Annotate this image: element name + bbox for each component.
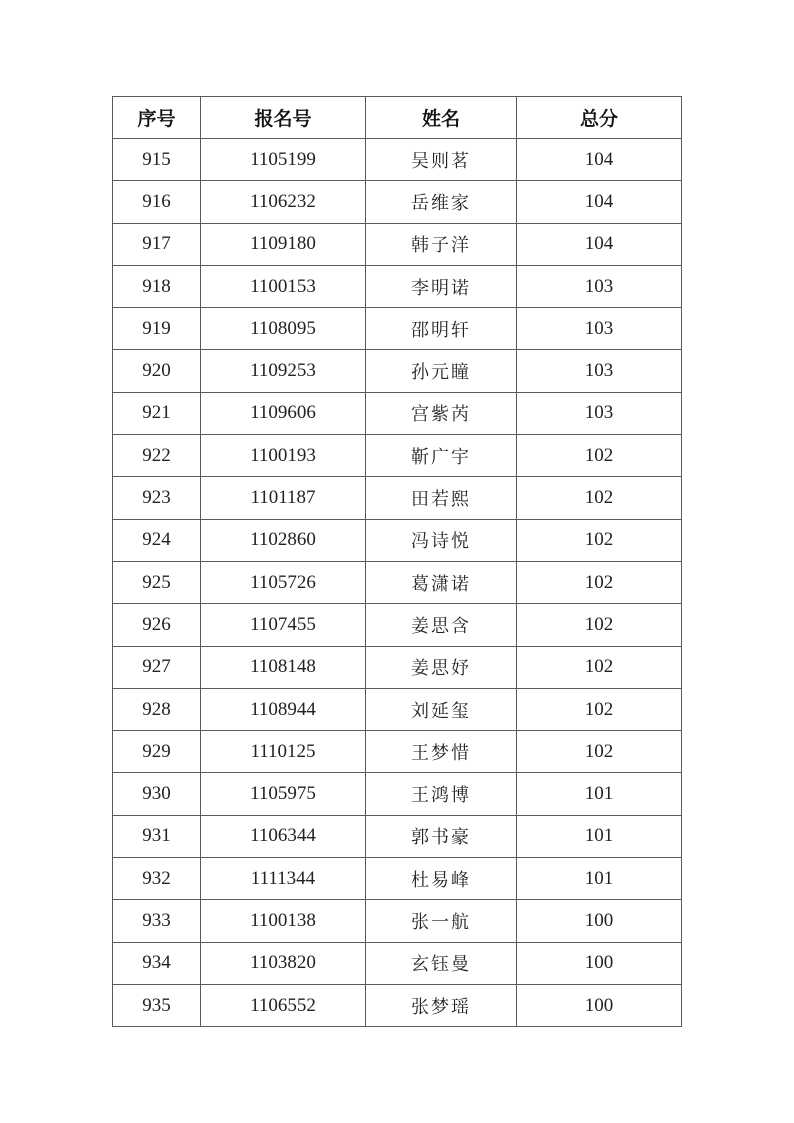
name-cell: 张一航	[366, 900, 517, 942]
name-cell: 玄钰曼	[366, 942, 517, 984]
seq-cell: 933	[113, 900, 201, 942]
score-cell: 103	[517, 308, 682, 350]
table-row	[113, 984, 682, 1026]
reg-no-cell: 1109253	[201, 350, 366, 392]
seq-cell: 930	[113, 773, 201, 815]
score-cell: 100	[517, 942, 682, 984]
name-cell: 王鸿博	[366, 773, 517, 815]
score-cell: 104	[517, 139, 682, 181]
table-row	[113, 688, 682, 730]
name-cell: 冯诗悦	[366, 519, 517, 561]
table-row	[113, 646, 682, 688]
reg-no-cell: 1106344	[201, 815, 366, 857]
reg-no-cell: 1111344	[201, 858, 366, 900]
score-cell: 103	[517, 265, 682, 307]
header-score: 总分	[517, 97, 682, 139]
seq-cell: 919	[113, 308, 201, 350]
score-cell: 103	[517, 350, 682, 392]
table-row	[113, 815, 682, 857]
name-cell: 孙元瞳	[366, 350, 517, 392]
score-cell: 102	[517, 688, 682, 730]
table-row	[113, 731, 682, 773]
score-cell: 102	[517, 731, 682, 773]
seq-cell: 922	[113, 435, 201, 477]
reg-no-cell: 1106552	[201, 984, 366, 1026]
score-cell: 102	[517, 435, 682, 477]
table-row	[113, 900, 682, 942]
table-row	[113, 181, 682, 223]
header-seq: 序号	[113, 97, 201, 139]
seq-cell: 924	[113, 519, 201, 561]
name-cell: 靳广宇	[366, 435, 517, 477]
reg-no-cell: 1105726	[201, 561, 366, 603]
reg-no-cell: 1108148	[201, 646, 366, 688]
name-cell: 姜思妤	[366, 646, 517, 688]
reg-no-cell: 1100153	[201, 265, 366, 307]
table-row	[113, 561, 682, 603]
reg-no-cell: 1103820	[201, 942, 366, 984]
seq-cell: 928	[113, 688, 201, 730]
table-header	[113, 97, 682, 139]
name-cell: 吴则茗	[366, 139, 517, 181]
name-cell: 岳维家	[366, 181, 517, 223]
table-row	[113, 308, 682, 350]
score-table	[112, 96, 682, 1027]
header-row	[113, 97, 682, 139]
reg-no-cell: 1105975	[201, 773, 366, 815]
seq-cell: 918	[113, 265, 201, 307]
table-row	[113, 392, 682, 434]
seq-cell: 917	[113, 223, 201, 265]
seq-cell: 927	[113, 646, 201, 688]
name-cell: 邵明轩	[366, 308, 517, 350]
table-row	[113, 223, 682, 265]
score-cell: 102	[517, 519, 682, 561]
reg-no-cell: 1105199	[201, 139, 366, 181]
seq-cell: 931	[113, 815, 201, 857]
name-cell: 田若熙	[366, 477, 517, 519]
score-cell: 102	[517, 604, 682, 646]
score-cell: 101	[517, 858, 682, 900]
seq-cell: 915	[113, 139, 201, 181]
name-cell: 王梦惜	[366, 731, 517, 773]
table-row	[113, 435, 682, 477]
score-cell: 102	[517, 477, 682, 519]
name-cell: 李明诺	[366, 265, 517, 307]
table-row	[113, 942, 682, 984]
table-row	[113, 477, 682, 519]
reg-no-cell: 1102860	[201, 519, 366, 561]
reg-no-cell: 1108944	[201, 688, 366, 730]
name-cell: 郭书豪	[366, 815, 517, 857]
name-cell: 杜易峰	[366, 858, 517, 900]
reg-no-cell: 1100138	[201, 900, 366, 942]
name-cell: 张梦瑶	[366, 984, 517, 1026]
header-name: 姓名	[366, 97, 517, 139]
table-row	[113, 139, 682, 181]
reg-no-cell: 1100193	[201, 435, 366, 477]
score-cell: 101	[517, 815, 682, 857]
name-cell: 宫紫芮	[366, 392, 517, 434]
seq-cell: 921	[113, 392, 201, 434]
seq-cell: 920	[113, 350, 201, 392]
name-cell: 姜思含	[366, 604, 517, 646]
score-cell: 102	[517, 646, 682, 688]
reg-no-cell: 1109180	[201, 223, 366, 265]
reg-no-cell: 1106232	[201, 181, 366, 223]
table-row	[113, 604, 682, 646]
reg-no-cell: 1108095	[201, 308, 366, 350]
seq-cell: 934	[113, 942, 201, 984]
table-row	[113, 265, 682, 307]
table-row	[113, 350, 682, 392]
header-reg-no: 报名号	[201, 97, 366, 139]
seq-cell: 935	[113, 984, 201, 1026]
table-body	[113, 139, 682, 1027]
score-cell: 102	[517, 561, 682, 603]
table-row	[113, 773, 682, 815]
score-cell: 104	[517, 223, 682, 265]
seq-cell: 925	[113, 561, 201, 603]
table-row	[113, 519, 682, 561]
score-cell: 100	[517, 900, 682, 942]
table-row	[113, 858, 682, 900]
name-cell: 韩子洋	[366, 223, 517, 265]
seq-cell: 923	[113, 477, 201, 519]
score-cell: 104	[517, 181, 682, 223]
reg-no-cell: 1109606	[201, 392, 366, 434]
reg-no-cell: 1110125	[201, 731, 366, 773]
seq-cell: 926	[113, 604, 201, 646]
seq-cell: 932	[113, 858, 201, 900]
reg-no-cell: 1107455	[201, 604, 366, 646]
name-cell: 葛潇诺	[366, 561, 517, 603]
score-cell: 100	[517, 984, 682, 1026]
score-cell: 103	[517, 392, 682, 434]
reg-no-cell: 1101187	[201, 477, 366, 519]
name-cell: 刘延玺	[366, 688, 517, 730]
seq-cell: 929	[113, 731, 201, 773]
seq-cell: 916	[113, 181, 201, 223]
score-cell: 101	[517, 773, 682, 815]
